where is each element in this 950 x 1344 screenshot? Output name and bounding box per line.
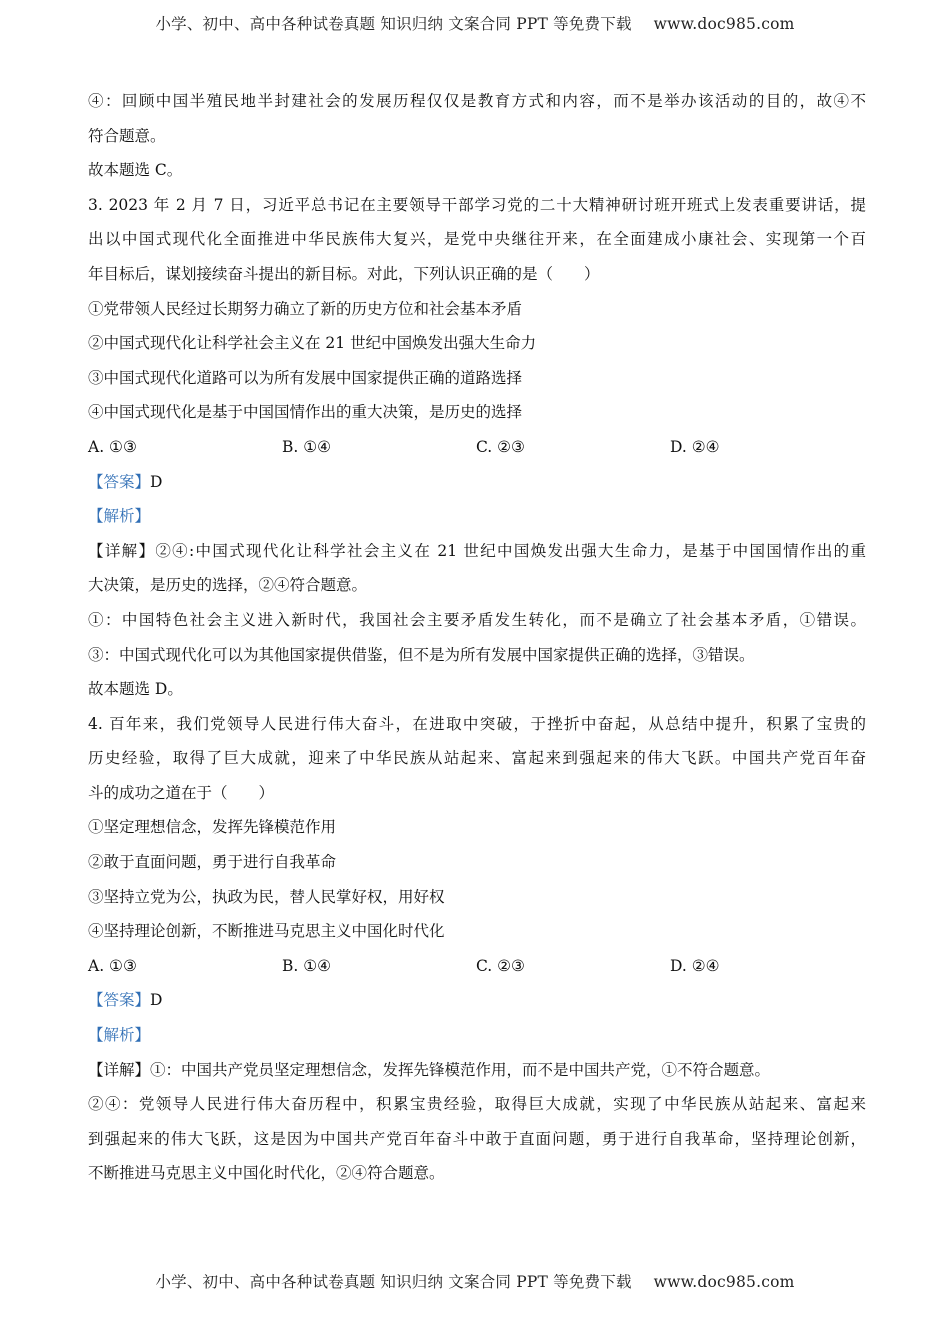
q4-option-b: B. ①④ [282,956,332,975]
q4-option-c: C. ②③ [476,956,525,975]
q3-detail-line: ③：中国式现代化可以为其他国家提供借鉴，但不是为所有发展中国家提供正确的选择，③错误。 [88,645,755,664]
q3-detail-line [88,536,866,571]
q3-detail-line: 大决策，是历史的选择，②④符合题意。 [88,576,368,595]
footer-url: www.doc985.com [653,1273,795,1291]
q3-stem-line: 年目标后，谋划接续奋斗提出的新目标。对此，下列认识正确的是（ ） [88,264,600,283]
q4-option-a: A. ①③ [88,956,137,975]
q3-statement: ②中国式现代化让科学社会主义在 21 世纪中国焕发出强大生命力 [88,334,537,353]
q3-option-c: C. ②③ [476,437,525,456]
q3-detail-line: ①：中国特色社会主义进入新时代，我国社会主要矛盾发生转化，而不是确立了社会基本矛盾，①错误。 [88,610,866,629]
q4-detail-line: 不断推进马克思主义中国化时代化，②④符合题意。 [88,1164,445,1183]
analysis-tag: 【解析】 [88,507,151,526]
q3-stem-line: 3. 2023 年 2 月 7 日，习近平总书记在主要领导干部学习党的二十大精神研讨班开班式上发表重要讲话，提 [88,195,866,214]
q4-stem-line: 4. 百年来，我们党领导人民进行伟大奋斗，在进取中突破，于挫折中奋起，从总结中提升，积累了宝贵的 [88,714,866,733]
footer-text: 小学、初中、高中各种试卷真题 知识归纳 文案合同 PPT 等免费下载 [155,1273,632,1291]
q4-options [88,951,866,986]
prev-conclusion: 故本题选 C。 [88,161,183,180]
q4-analysis [88,1020,866,1055]
answer-tag: 【答案】 [88,472,151,491]
q3-answer [88,467,866,502]
q4-stem-line: 历史经验，取得了巨大成就，迎来了中华民族从站起来、富起来到强起来的伟大飞跃。中国共产党百年奋 [88,749,866,768]
header-text: 小学、初中、高中各种试卷真题 知识归纳 文案合同 PPT 等免费下载 [155,15,632,33]
q4-answer [88,985,866,1020]
q3-statement: ①党带领人民经过长期努力确立了新的历史方位和社会基本矛盾 [88,299,523,318]
q3-conclusion: 故本题选 D。 [88,680,183,699]
q4-statement: ②敢于直面问题，勇于进行自我革命 [88,853,337,872]
q4-option-d: D. ②④ [670,956,720,975]
page-header [0,12,950,34]
q3-option-b: B. ①④ [282,437,332,456]
header-url: www.doc985.com [653,15,795,33]
q3-options [88,432,866,467]
q3-stem-line: 出以中国式现代化全面推进中华民族伟大复兴，是党中央继往开来，在全面建成小康社会、实现第一个百 [88,230,866,249]
answer-value: D [150,472,163,491]
q4-detail-line [88,1055,866,1090]
q3-option-d: D. ②④ [670,437,720,456]
q3-statement: ④中国式现代化是基于中国国情作出的重大决策，是历史的选择 [88,403,523,422]
detail-tag: 【详解】 [88,1060,151,1079]
page-footer [0,1270,950,1292]
detail-text: ②④:中国式现代化让科学社会主义在 21 世纪中国焕发出强大生命力，是基于中国国情作出的重 [155,541,866,560]
q4-statement: ④坚持理论创新，不断推进马克思主义中国化时代化 [88,922,445,941]
q4-statement: ①坚定理想信念，发挥先锋模范作用 [88,818,337,837]
q3-statement: ③中国式现代化道路可以为所有发展中国家提供正确的道路选择 [88,368,523,387]
analysis-tag: 【解析】 [88,1026,151,1045]
detail-tag: 【详解】 [88,541,156,560]
answer-value: D [150,991,163,1010]
q4-statement: ③坚持立党为公，执政为民，替人民掌好权，用好权 [88,887,445,906]
prev-explanation-line: 符合题意。 [88,126,166,145]
detail-text: ①：中国共产党员坚定理想信念，发挥先锋模范作用，而不是中国共产党，①不符合题意。 [150,1060,771,1079]
q4-detail-line: ②④：党领导人民进行伟大奋历程中，积累宝贵经验，取得巨大成就，实现了中华民族从站起来、富起来 [88,1095,866,1114]
document-body [88,86,866,1193]
answer-tag: 【答案】 [88,991,151,1010]
q4-detail-line: 到强起来的伟大飞跃，这是因为中国共产党百年奋斗中敢于直面问题，勇于进行自我革命，坚持理论创新， [88,1129,866,1148]
q3-analysis [88,501,866,536]
q4-stem-line: 斗的成功之道在于（ ） [88,783,275,802]
q3-option-a: A. ①③ [88,437,137,456]
prev-explanation-line: ④：回顾中国半殖民地半封建社会的发展历程仅仅是教育方式和内容，而不是举办该活动的目的，故④不 [88,92,866,110]
